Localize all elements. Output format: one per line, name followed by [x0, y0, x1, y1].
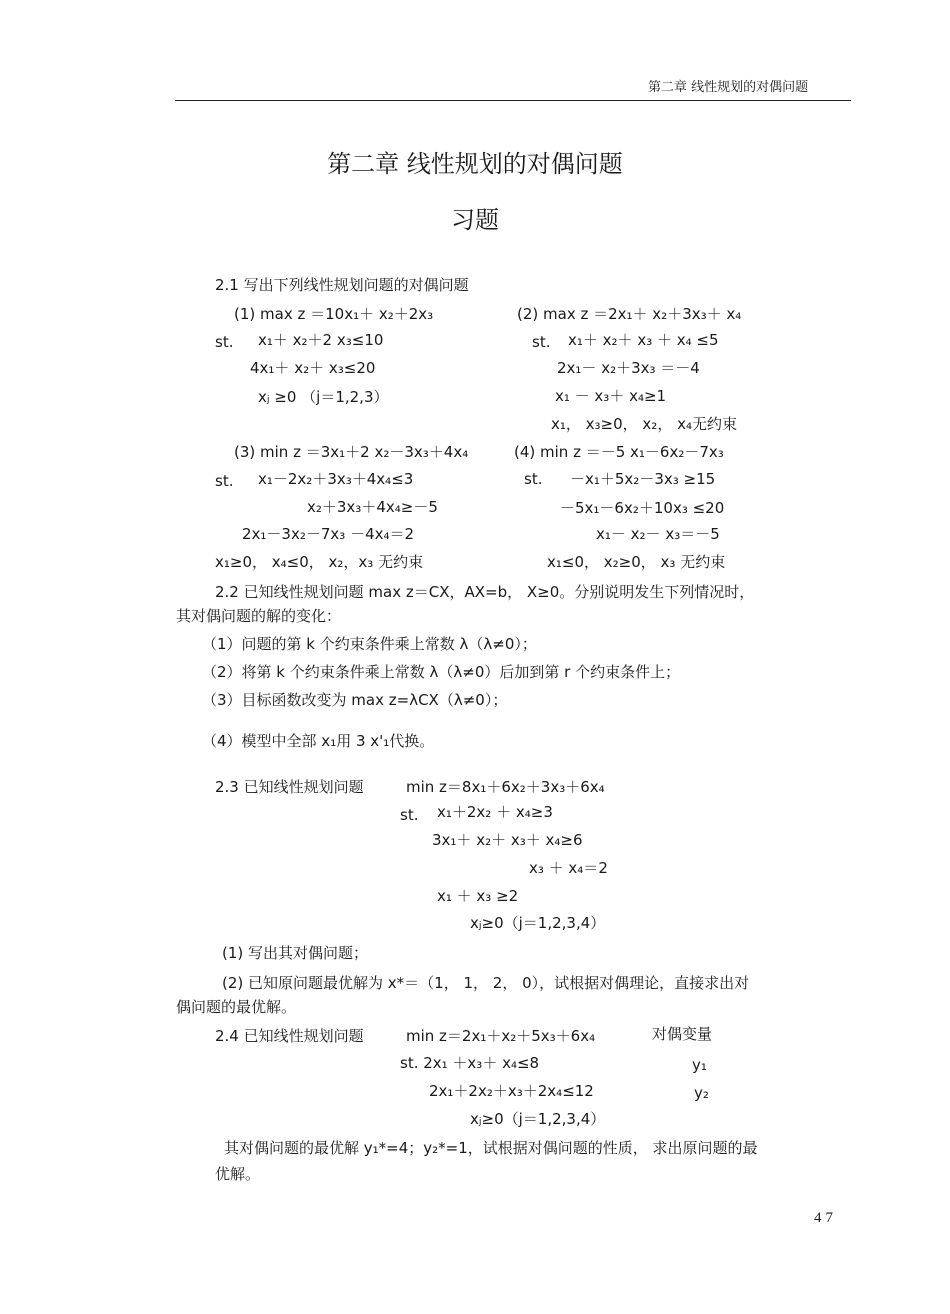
dual-variable-y1: y₁: [692, 1056, 707, 1074]
dual-variable-y2: y₂: [694, 1084, 709, 1102]
problem-2-3-question-2-line-2: 偶问题的最优解。: [176, 998, 297, 1016]
q2-constraint-3: x₁ － x₃＋ x₄≥1: [555, 387, 667, 405]
problem-2-2-item-2: （2）将第 k 个约束条件乘上常数 λ（λ≠0）后加到第 r 个约束条件上；: [202, 663, 681, 681]
problem-2-4-constraint-1: st. 2x₁ ＋x₃＋ x₄≤8: [400, 1054, 540, 1072]
problem-2-1-heading: 2.1 写出下列线性规划问题的对偶问题: [215, 276, 469, 294]
q3-constraint-1: x₁－2x₂＋3x₃＋4x₄≤3: [258, 470, 414, 488]
chapter-title: 第二章 线性规划的对偶问题: [327, 150, 623, 178]
q1-constraint-2: 4x₁＋ x₂＋ x₃≤20: [250, 359, 376, 377]
problem-2-4-statement-line-2: 优解。: [215, 1165, 261, 1183]
q3-st: st.: [215, 472, 234, 490]
problem-2-3-constraint-3: x₃ ＋ x₄＝2: [529, 859, 608, 877]
problem-2-2-item-4: （4）模型中全部 x₁用 3 x'₁代换。: [202, 732, 435, 750]
problem-2-2-line-1: 2.2 已知线性规划问题 max z＝CX，AX=b， X≥0。分别说明发生下列情况时，: [215, 583, 755, 601]
q4-constraint-1: －x₁＋5x₂－3x₃ ≥15: [570, 470, 716, 488]
problem-2-3-objective: min z＝8x₁＋6x₂＋3x₃＋6x₄: [406, 778, 605, 796]
dual-variables-label: 对偶变量: [652, 1025, 713, 1043]
problem-2-2-item-1: （1）问题的第 k 个约束条件乘上常数 λ（λ≠0）；: [202, 635, 537, 653]
problem-2-3-constraint-2: 3x₁＋ x₂＋ x₃＋ x₄≥6: [432, 831, 583, 849]
q2-objective: (2) max z ＝2x₁＋ x₂＋3x₃＋ x₄: [517, 305, 742, 323]
problem-2-3-constraint-5: xⱼ≥0（j＝1,2,3,4）: [470, 914, 606, 932]
problem-2-4-objective: min z＝2x₁＋x₂＋5x₃＋6x₄: [406, 1027, 596, 1045]
problem-2-4-constraint-2: 2x₁＋2x₂＋x₃＋2x₄≤12: [429, 1082, 594, 1100]
q4-constraint-3: x₁－ x₂－ x₃＝－5: [596, 525, 720, 543]
q1-st: st.: [215, 333, 234, 351]
q2-constraint-1: x₁＋ x₂＋ x₃ ＋ x₄ ≤5: [568, 331, 719, 349]
problem-2-2-line-2: 其对偶问题的解的变化：: [176, 607, 342, 625]
q1-objective: (1) max z ＝10x₁＋ x₂＋2x₃: [234, 305, 434, 323]
problem-2-2-item-3: （3）目标函数改变为 max z=λCX（λ≠0）；: [202, 691, 508, 709]
running-header: 第二章 线性规划的对偶问题: [648, 80, 809, 95]
problem-2-3-heading: 2.3 已知线性规划问题: [215, 778, 364, 796]
q4-st: st.: [524, 470, 543, 488]
page-number: 47: [814, 1210, 837, 1226]
problem-2-3-constraint-1: x₁＋2x₂ ＋ x₄≥3: [437, 803, 553, 821]
problem-2-4-heading: 2.4 已知线性规划问题: [215, 1027, 364, 1045]
q2-st: st.: [532, 333, 551, 351]
section-title: 习题: [451, 206, 499, 234]
q3-objective: (3) min z ＝3x₁＋2 x₂－3x₃＋4x₄: [234, 443, 469, 461]
q3-constraint-3: 2x₁－3x₂－7x₃ －4x₄＝2: [242, 525, 415, 543]
problem-2-3-question-2-line-1: (2) 已知原问题最优解为 x*＝（1， 1， 2， 0），试根据对偶理论，直接求出对: [222, 974, 750, 992]
q3-constraint-2: x₂＋3x₃＋4x₄≥－5: [307, 498, 438, 516]
q4-constraint-2: －5x₁－6x₂＋10x₃ ≤20: [560, 499, 725, 517]
header-rule: [175, 100, 851, 101]
q1-constraint-3: xⱼ ≥0 （j＝1,2,3）: [258, 388, 389, 406]
problem-2-4-statement-line-1: 其对偶问题的最优解 y₁*=4；y₂*=1，试根据对偶问题的性质， 求出原问题的最: [224, 1139, 758, 1157]
problem-2-3-question-1: (1) 写出其对偶问题；: [222, 944, 369, 962]
problem-2-4-constraint-3: xⱼ≥0（j＝1,2,3,4）: [470, 1110, 606, 1128]
q1-constraint-1: x₁＋ x₂＋2 x₃≤10: [258, 331, 384, 349]
q4-constraint-4: x₁≤0， x₂≥0， x₃ 无约束: [547, 553, 726, 571]
problem-2-3-constraint-4: x₁ ＋ x₃ ≥2: [437, 887, 519, 905]
q3-constraint-4: x₁≥0， x₄≤0， x₂，x₃ 无约束: [215, 553, 424, 571]
q4-objective: (4) min z ＝－5 x₁－6x₂－7x₃: [514, 443, 724, 461]
q2-constraint-4: x₁， x₃≥0， x₂， x₄无约束: [551, 415, 737, 433]
problem-2-3-st: st.: [400, 806, 419, 824]
q2-constraint-2: 2x₁－ x₂＋3x₃ ＝－4: [557, 359, 700, 377]
